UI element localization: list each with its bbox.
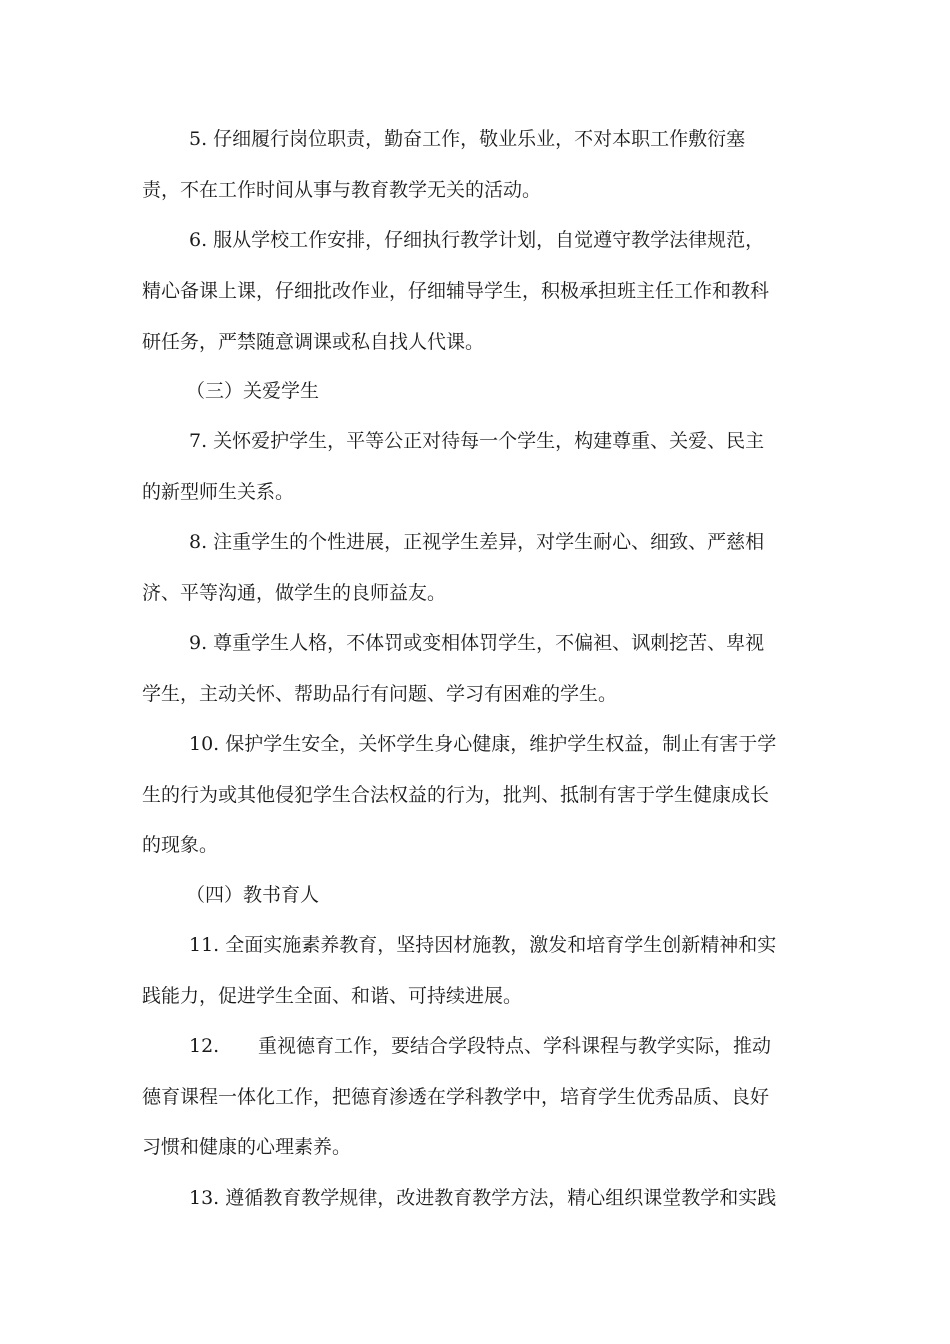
item-13-line-1: 13. 遵循教育教学规律，改进教育教学方法，精心组织课堂教学和实践 bbox=[189, 1187, 777, 1209]
item-6-line-1: 6. 服从学校工作安排，仔细执行教学计划，自觉遵守教学法律规范， bbox=[189, 229, 765, 251]
item-12-line-1: 重视德育工作，要结合学段特点、学科课程与教学实际，推动 bbox=[258, 1035, 772, 1057]
item-7-line-2: 的新型师生关系。 bbox=[142, 481, 295, 503]
item-11-line-2: 践能力，促进学生全面、和谐、可持续进展。 bbox=[142, 985, 523, 1007]
item-8-line-1: 8. 注重学生的个性进展，正视学生差异，对学生耐心、细致、严慈相 bbox=[189, 531, 765, 553]
item-11-line-1: 11. 全面实施素养教育，坚持因材施教，激发和培育学生创新精神和实 bbox=[189, 934, 777, 956]
item-6-line-3: 研任务，严禁随意调课或私自找人代课。 bbox=[142, 331, 485, 353]
item-12-number: 12. bbox=[189, 1035, 220, 1057]
item-9-line-1: 9. 尊重学生人格，不体罚或变相体罚学生，不偏袒、讽刺挖苦、卑视 bbox=[189, 632, 765, 654]
item-5-line-1: 5. 仔细履行岗位职责，勤奋工作，敬业乐业，不对本职工作敷衍塞 bbox=[189, 128, 746, 150]
item-10-line-1: 10. 保护学生安全，关怀学生身心健康，维护学生权益，制止有害于学 bbox=[189, 733, 777, 755]
item-6-line-2: 精心备课上课，仔细批改作业，仔细辅导学生，积极承担班主任工作和教科 bbox=[142, 280, 770, 302]
item-7-line-1: 7. 关怀爱护学生，平等公正对待每一个学生，构建尊重、关爱、民主 bbox=[189, 430, 765, 452]
item-8-line-2: 济、平等沟通，做学生的良师益友。 bbox=[142, 582, 447, 604]
item-10-line-2: 生的行为或其他侵犯学生合法权益的行为，批判、抵制有害于学生健康成长 bbox=[142, 784, 770, 806]
item-9-line-2: 学生，主动关怀、帮助品行有问题、学习有困难的学生。 bbox=[142, 683, 618, 705]
section-3-heading: （三）关爱学生 bbox=[186, 380, 320, 402]
item-12-line-3: 习惯和健康的心理素养。 bbox=[142, 1136, 352, 1158]
item-12-line-2: 德育课程一体化工作，把德育渗透在学科教学中，培育学生优秀品质、良好 bbox=[142, 1086, 770, 1108]
section-4-heading: （四）教书育人 bbox=[186, 884, 320, 906]
item-10-line-3: 的现象。 bbox=[142, 834, 219, 856]
item-5-line-2: 责，不在工作时间从事与教育教学无关的活动。 bbox=[142, 179, 542, 201]
